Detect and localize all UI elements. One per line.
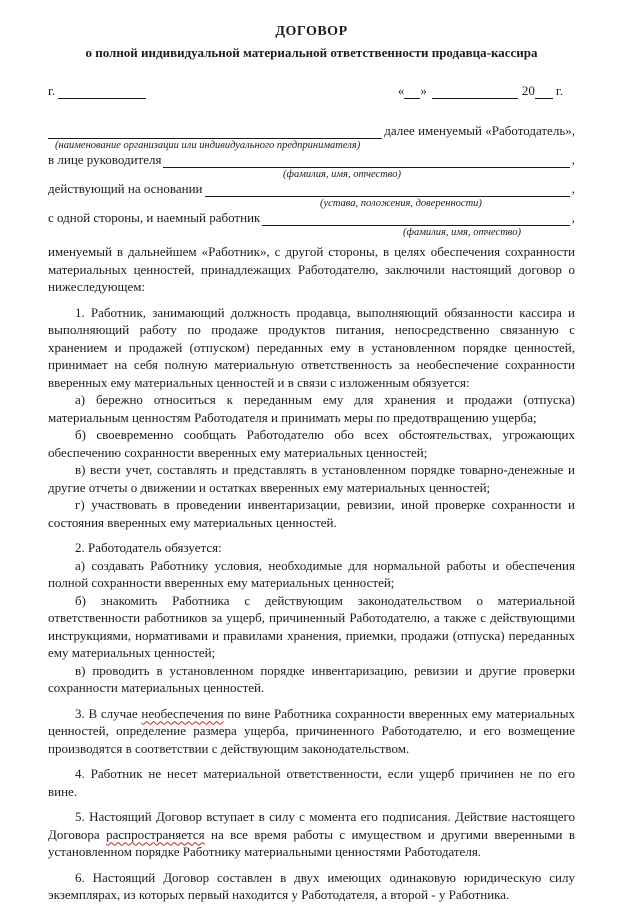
basis-label: действующий на основании [48, 181, 203, 196]
clause-1-item-v: в) вести учет, составлять и представлять в установленном порядке товарно-денежные и другие отчеты о движении и остатках вверенных ему материальных ценностей; [48, 462, 575, 495]
city-label: г. [48, 83, 56, 98]
worker-label: с одной стороны, и наемный работник [48, 210, 261, 225]
date-year-blank-field[interactable] [535, 84, 553, 99]
clause-3-text-post: по вине Работника сохранности вверенных ему материальных ценностей, определение размера ущерба, причиненного Работодателю, и его возмещение производятся в соответствии с действующим законодательством. [48, 705, 575, 756]
employer-suffix-text: далее именуемый «Работодатель», [384, 123, 575, 138]
date-year-prefix: 20 [521, 83, 535, 98]
date-day-blank-field[interactable] [404, 84, 420, 99]
head-suffix: , [571, 152, 575, 167]
clause-3-misspelled-word: необеспечения [141, 705, 224, 721]
worker-suffix: , [571, 210, 575, 225]
employer-name-caption: (наименование организации или индивидуального предпринимателя) [55, 140, 361, 151]
employer-name-row [48, 123, 575, 139]
document-subtitle: о полной индивидуальной материальной ответственности продавца-кассира [85, 45, 538, 60]
city-date-row [48, 83, 575, 99]
basis-suffix: , [571, 181, 575, 196]
head-name-caption: (фамилия, имя, отчество) [283, 169, 401, 180]
clause-3-paragraph [48, 705, 575, 758]
worker-name-row [48, 210, 575, 226]
head-name-blank-field[interactable] [163, 153, 569, 168]
basis-caption: (устава, положения, доверенности) [320, 198, 482, 209]
clause-1-item-a: а) бережно относиться к переданным ему для хранения и продажи (отпуска) материальным ценностям Работодателя и принимать меры по предотвращению ущерба; [48, 392, 575, 425]
worker-name-blank-field[interactable] [262, 211, 569, 226]
document-title: ДОГОВОР [275, 24, 348, 39]
clause-2-item-b: б) знакомить Работника с действующим законодательством о материальной ответственности работников за ущерб, причиненный Работодателю, а также с действующими инструкциями, нормативами и правилами хранения, приемки, продажи (отпуска) переданных ему материальных ценностей; [48, 592, 575, 660]
date-field-group [398, 83, 563, 99]
basis-row [48, 181, 575, 197]
employer-name-blank-field[interactable] [48, 124, 382, 139]
clause-5-paragraph [48, 808, 575, 861]
head-name-row [48, 152, 575, 168]
date-open-quote: « [397, 83, 405, 98]
clause-1-item-b: б) своевременно сообщать Работодателю обо всех обстоятельствах, угрожающих обеспечению сохранности вверенных ему материальных ценностей; [48, 427, 575, 460]
clause-6-paragraph: 6. Настоящий Договор составлен в двух имеющих одинаковую юридическую силу экземплярах, из которых первый находится у Работодателя, а второй - у Работника. [48, 869, 575, 902]
clause-1-item-g: г) участвовать в проведении инвентаризации, ревизии, иной проверке сохранности и состояния вверенных ему материальных ценностей. [48, 497, 575, 530]
clause-2-main: 2. Работодатель обязуется: [75, 540, 222, 555]
date-year-suffix: г. [555, 83, 563, 98]
clause-2-item-a: а) создавать Работнику условия, необходимые для нормальной работы и обеспечения полной сохранности вверенных ему материальных ценностей; [48, 557, 575, 590]
date-close-quote: » [420, 83, 427, 98]
clause-5-text-post: на все время работы с имуществом и другими вверенными в установленном порядке Работнику материальными ценностями Работодателя. [48, 826, 575, 859]
clause-5-text-pre: 5. Настоящий Договор вступает в силу с момента его подписания. Действие настоящего Договора [48, 809, 575, 842]
clause-2-item-v: в) проводить в установленном порядке инвентаризацию, ревизии и другие проверки сохранности материальных ценностей. [48, 662, 575, 695]
clause-4-paragraph: 4. Работник не несет материальной ответственности, если ущерб причинен не по его вине. [48, 766, 575, 799]
preamble-intro-paragraph: именуемый в дальнейшем «Работник», с другой стороны, в целях обеспечения сохранности материальных ценностей, принадлежащих Работодателю, заключили настоящий договор о нижеследующем: [48, 244, 575, 294]
city-blank-field[interactable] [58, 84, 146, 99]
city-field-group [48, 83, 146, 99]
date-month-blank-field[interactable] [432, 84, 518, 99]
clause-1-main: 1. Работник, занимающий должность продавца, выполняющий обязанности кассира и выполняющий работу по продаже продуктов питания, непосредственно связанную с хранением и продажей (отпуском) переданных ему в установленном порядке ценностей, принимает на себя полную материальную ответственность за необеспечение сохранности вверенных ему материальных ценностей и в связи с изложенным обязуется: [48, 304, 575, 390]
clause-3-text-pre: 3. В случае [75, 705, 142, 721]
worker-name-caption: (фамилия, имя, отчество) [403, 227, 521, 238]
basis-blank-field[interactable] [205, 182, 570, 197]
head-label: в лице руководителя [48, 152, 162, 167]
clause-5-misspelled-word: распространяется [106, 826, 205, 842]
